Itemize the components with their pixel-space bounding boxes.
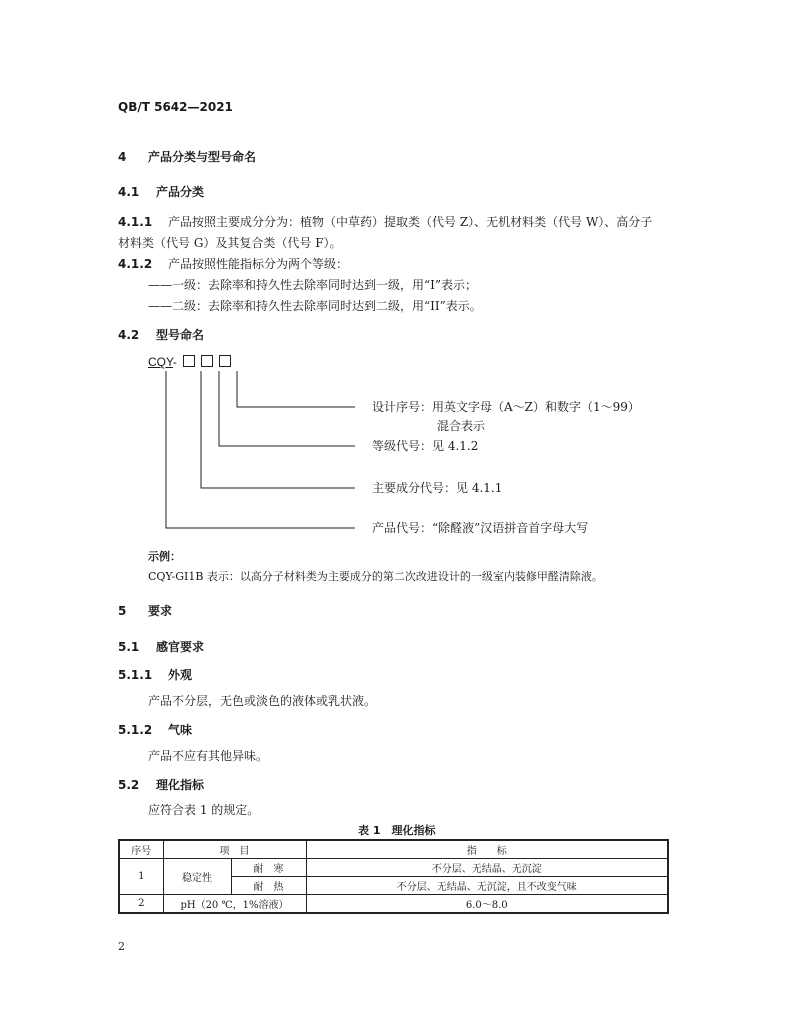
header-index: 指 标 [306, 840, 668, 859]
clause-4-1-1-line2: 材料类（代号 G）及其复合类（代号 F）。 [118, 236, 342, 250]
section-title: 感官要求 [156, 640, 205, 654]
standard-number: QB/T 5642—2021 [118, 100, 233, 114]
cell-seq: 2 [119, 895, 163, 914]
example-label: 示例： [148, 550, 181, 563]
example-text: CQY-GI1B 表示：以高分子材料类为主要成分的第二次改进设计的一级室内装修甲醛清除液。 [148, 570, 603, 583]
section-5-2-heading [118, 776, 204, 793]
clause-number: 4.1.2 [118, 257, 153, 271]
section-number: 4 [118, 150, 127, 164]
design-number-desc-line1: 设计序号：用英文字母（A～Z）和数字（1～99） [372, 400, 640, 414]
table-1 [118, 839, 669, 914]
appearance-text: 产品不分层，无色或淡色的液体或乳状液。 [148, 694, 377, 708]
section-number: 5 [118, 604, 127, 618]
model-dash: - [172, 355, 177, 369]
section-title: 气味 [168, 723, 193, 737]
header-seq: 序号 [119, 840, 163, 859]
section-title: 要求 [148, 604, 173, 618]
cell-item: 稳定性 [163, 859, 231, 895]
section-number: 5.1 [118, 640, 140, 654]
section-title: 理化指标 [156, 778, 205, 792]
clause-number: 4.1.1 [118, 215, 153, 229]
table-row [119, 859, 668, 877]
section-5-1-heading [118, 638, 204, 655]
cell-subitem: 耐 热 [231, 877, 306, 895]
table-header-row [119, 840, 668, 859]
cell-value: 6.0～8.0 [306, 895, 668, 914]
model-prefix: CQY [148, 355, 173, 369]
section-number: 5.1.1 [118, 668, 153, 682]
section-number: 4.1 [118, 185, 140, 199]
section-5-1-1-heading [118, 666, 192, 683]
clause-text: 产品按照主要成分分为：植物（中草药）提取类（代号 Z）、无机材料类（代号 W）、高分子 [168, 215, 653, 229]
table-row [119, 895, 668, 914]
component-code-desc: 主要成分代号：见 4.1.1 [372, 481, 503, 495]
grade-2-item: ——二级：去除率和持久性去除率同时达到二级，用“II”表示。 [148, 299, 482, 313]
physchem-text: 应符合表 1 的规定。 [148, 803, 260, 817]
section-title: 产品分类与型号命名 [148, 150, 257, 164]
cell-value: 不分层、无结晶、无沉淀 [306, 859, 668, 877]
section-5-heading [118, 602, 172, 619]
section-number: 5.1.2 [118, 723, 153, 737]
odor-text: 产品不应有其他异味。 [148, 749, 269, 763]
grade-1-item: ——一级：去除率和持久性去除率同时达到一级，用“I”表示； [148, 278, 478, 292]
design-number-desc-line2: 混合表示 [437, 419, 486, 433]
page-number: 2 [118, 940, 125, 953]
cell-item: pH（20 ℃，1%溶液） [163, 895, 306, 914]
cell-seq: 1 [119, 859, 163, 895]
cell-subitem: 耐 寒 [231, 859, 306, 877]
section-title: 型号命名 [156, 328, 205, 342]
product-code-desc: 产品代号：“除醛液”汉语拼音首字母大写 [372, 521, 589, 535]
grade-code-desc: 等级代号：见 4.1.2 [372, 439, 479, 453]
section-5-1-2-heading [118, 721, 192, 738]
header-item: 项 目 [163, 840, 306, 859]
cell-value: 不分层、无结晶、无沉淀，且不改变气味 [306, 877, 668, 895]
table-1-caption: 表 1 理化指标 [358, 824, 436, 837]
section-number: 5.2 [118, 778, 140, 792]
clause-text: 产品按照性能指标分为两个等级： [168, 257, 349, 271]
section-number: 4.2 [118, 328, 140, 342]
section-title: 产品分类 [156, 185, 205, 199]
section-title: 外观 [168, 668, 193, 682]
